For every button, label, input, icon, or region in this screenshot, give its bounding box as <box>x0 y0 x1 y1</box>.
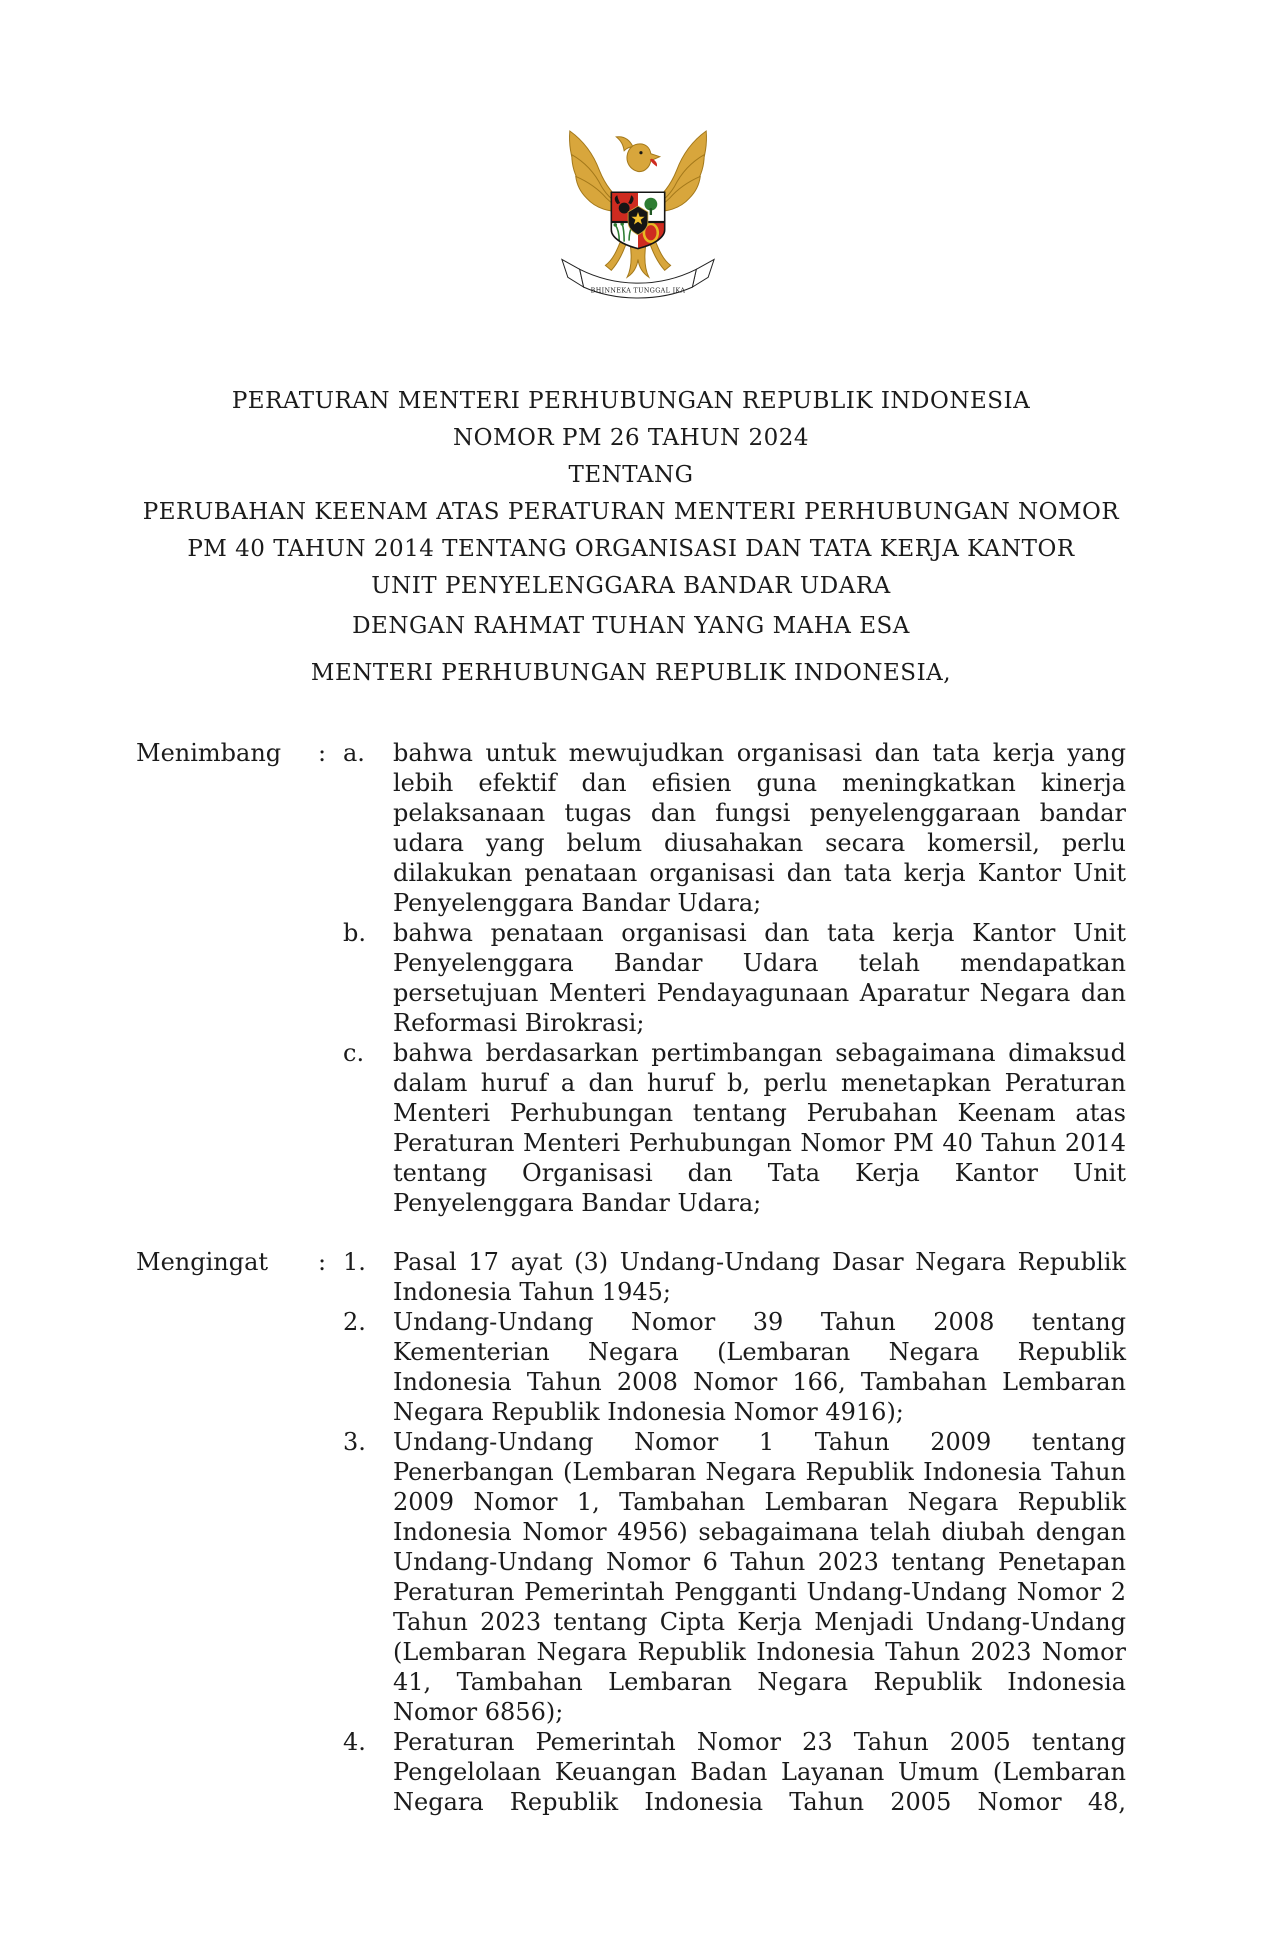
title-line-5: PM 40 TAHUN 2014 TENTANG ORGANISASI DAN TATA KERJA KANTOR <box>187 536 1075 562</box>
consideration-item-a: bahwa untuk mewujudkan organisasi dan tata kerja yang lebih efektif dan efisien guna meningkatkan kinerja pelaksanaan tugas dan fungsi penyelenggaraan bandar udara yang belum diusahakan secara komersil, perlu dilakukan penataan organisasi dan tata kerja Kantor Unit Penyelenggara Bandar Udara; <box>393 739 1126 917</box>
mengingat-label: Mengingat <box>136 1248 269 1276</box>
menimbang-section <box>136 738 1126 1218</box>
item-marker: b. <box>343 919 366 947</box>
emblem-motto-text: BHINNEKA TUNGGAL IKA <box>590 287 686 295</box>
title-line-1: PERATURAN MENTERI PERHUBUNGAN REPUBLIK INDONESIA <box>231 388 1031 414</box>
mengingat-colon-separator: : <box>318 1248 327 1276</box>
item-marker: 3. <box>343 1428 366 1456</box>
item-marker: 4. <box>343 1728 366 1756</box>
garuda-pancasila-emblem <box>554 128 722 300</box>
item-marker: 2. <box>343 1308 366 1336</box>
title-line-4: PERUBAHAN KEENAM ATAS PERATURAN MENTERI PERHUBUNGAN NOMOR <box>142 499 1120 525</box>
mengingat-section <box>136 1247 1126 1817</box>
title-line-3: TENTANG <box>568 462 694 488</box>
title-line-6: UNIT PENYELENGGARA BANDAR UDARA <box>371 573 891 599</box>
legal-basis-item-2: Undang-Undang Nomor 39 Tahun 2008 tentang Kementerian Negara (Lembaran Negara Republik Indonesia Tahun 2008 Nomor 166, Tambahan Lembaran Negara Republik Indonesia Nomor 4916); <box>393 1308 1126 1426</box>
legal-basis-item-3: Undang-Undang Nomor 1 Tahun 2009 tentang Penerbangan (Lembaran Negara Republik Indonesia Tahun 2009 Nomor 1, Tambahan Lembaran Negara Republik Indonesia Nomor 4956) sebagaimana telah diubah dengan Undang-Undang Nomor 6 Tahun 2023 tentang Penetapan Peraturan Pemerintah Pengganti Undang-Undang Nomor 2 Tahun 2023 tentang Cipta Kerja Menjadi Undang-Undang (Lembaran Negara Republik Indonesia Tahun 2023 Nomor 41, Tambahan Lembaran Negara Republik Indonesia Nomor 6856); <box>393 1428 1126 1726</box>
item-marker: 1. <box>343 1248 366 1276</box>
item-marker: a. <box>343 739 365 767</box>
garuda-emblem-graphic <box>554 128 722 300</box>
consideration-item-b: bahwa penataan organisasi dan tata kerja Kantor Unit Penyelenggara Bandar Udara telah mendapatkan persetujuan Menteri Pendayagunaan Aparatur Negara dan Reformasi Birokrasi; <box>393 919 1126 1037</box>
item-marker: c. <box>343 1039 365 1067</box>
authority-line: MENTERI PERHUBUNGAN REPUBLIK INDONESIA, <box>310 660 952 686</box>
menimbang-label: Menimbang <box>136 739 282 767</box>
menimbang-colon-separator: : <box>318 739 327 767</box>
title-line-2: NOMOR PM 26 TAHUN 2024 <box>452 425 810 451</box>
consideration-item-c: bahwa berdasarkan pertimbangan sebagaimana dimaksud dalam huruf a dan huruf b, perlu menetapkan Peraturan Menteri Perhubungan tentang Perubahan Keenam atas Peraturan Menteri Perhubungan Nomor PM 40 Tahun 2014 tentang Organisasi dan Tata Kerja Kantor Unit Penyelenggara Bandar Udara; <box>393 1039 1126 1217</box>
legal-basis-item-4: Peraturan Pemerintah Nomor 23 Tahun 2005 tentang Pengelolaan Keuangan Badan Layanan Umum (Lembaran Negara Republik Indonesia Tahun 2005 Nomor 48, <box>393 1728 1126 1816</box>
document-title <box>136 383 1126 605</box>
legal-basis-item-1: Pasal 17 ayat (3) Undang-Undang Dasar Negara Republik Indonesia Tahun 1945; <box>393 1248 1126 1306</box>
invocation-line: DENGAN RAHMAT TUHAN YANG MAHA ESA <box>352 613 910 639</box>
